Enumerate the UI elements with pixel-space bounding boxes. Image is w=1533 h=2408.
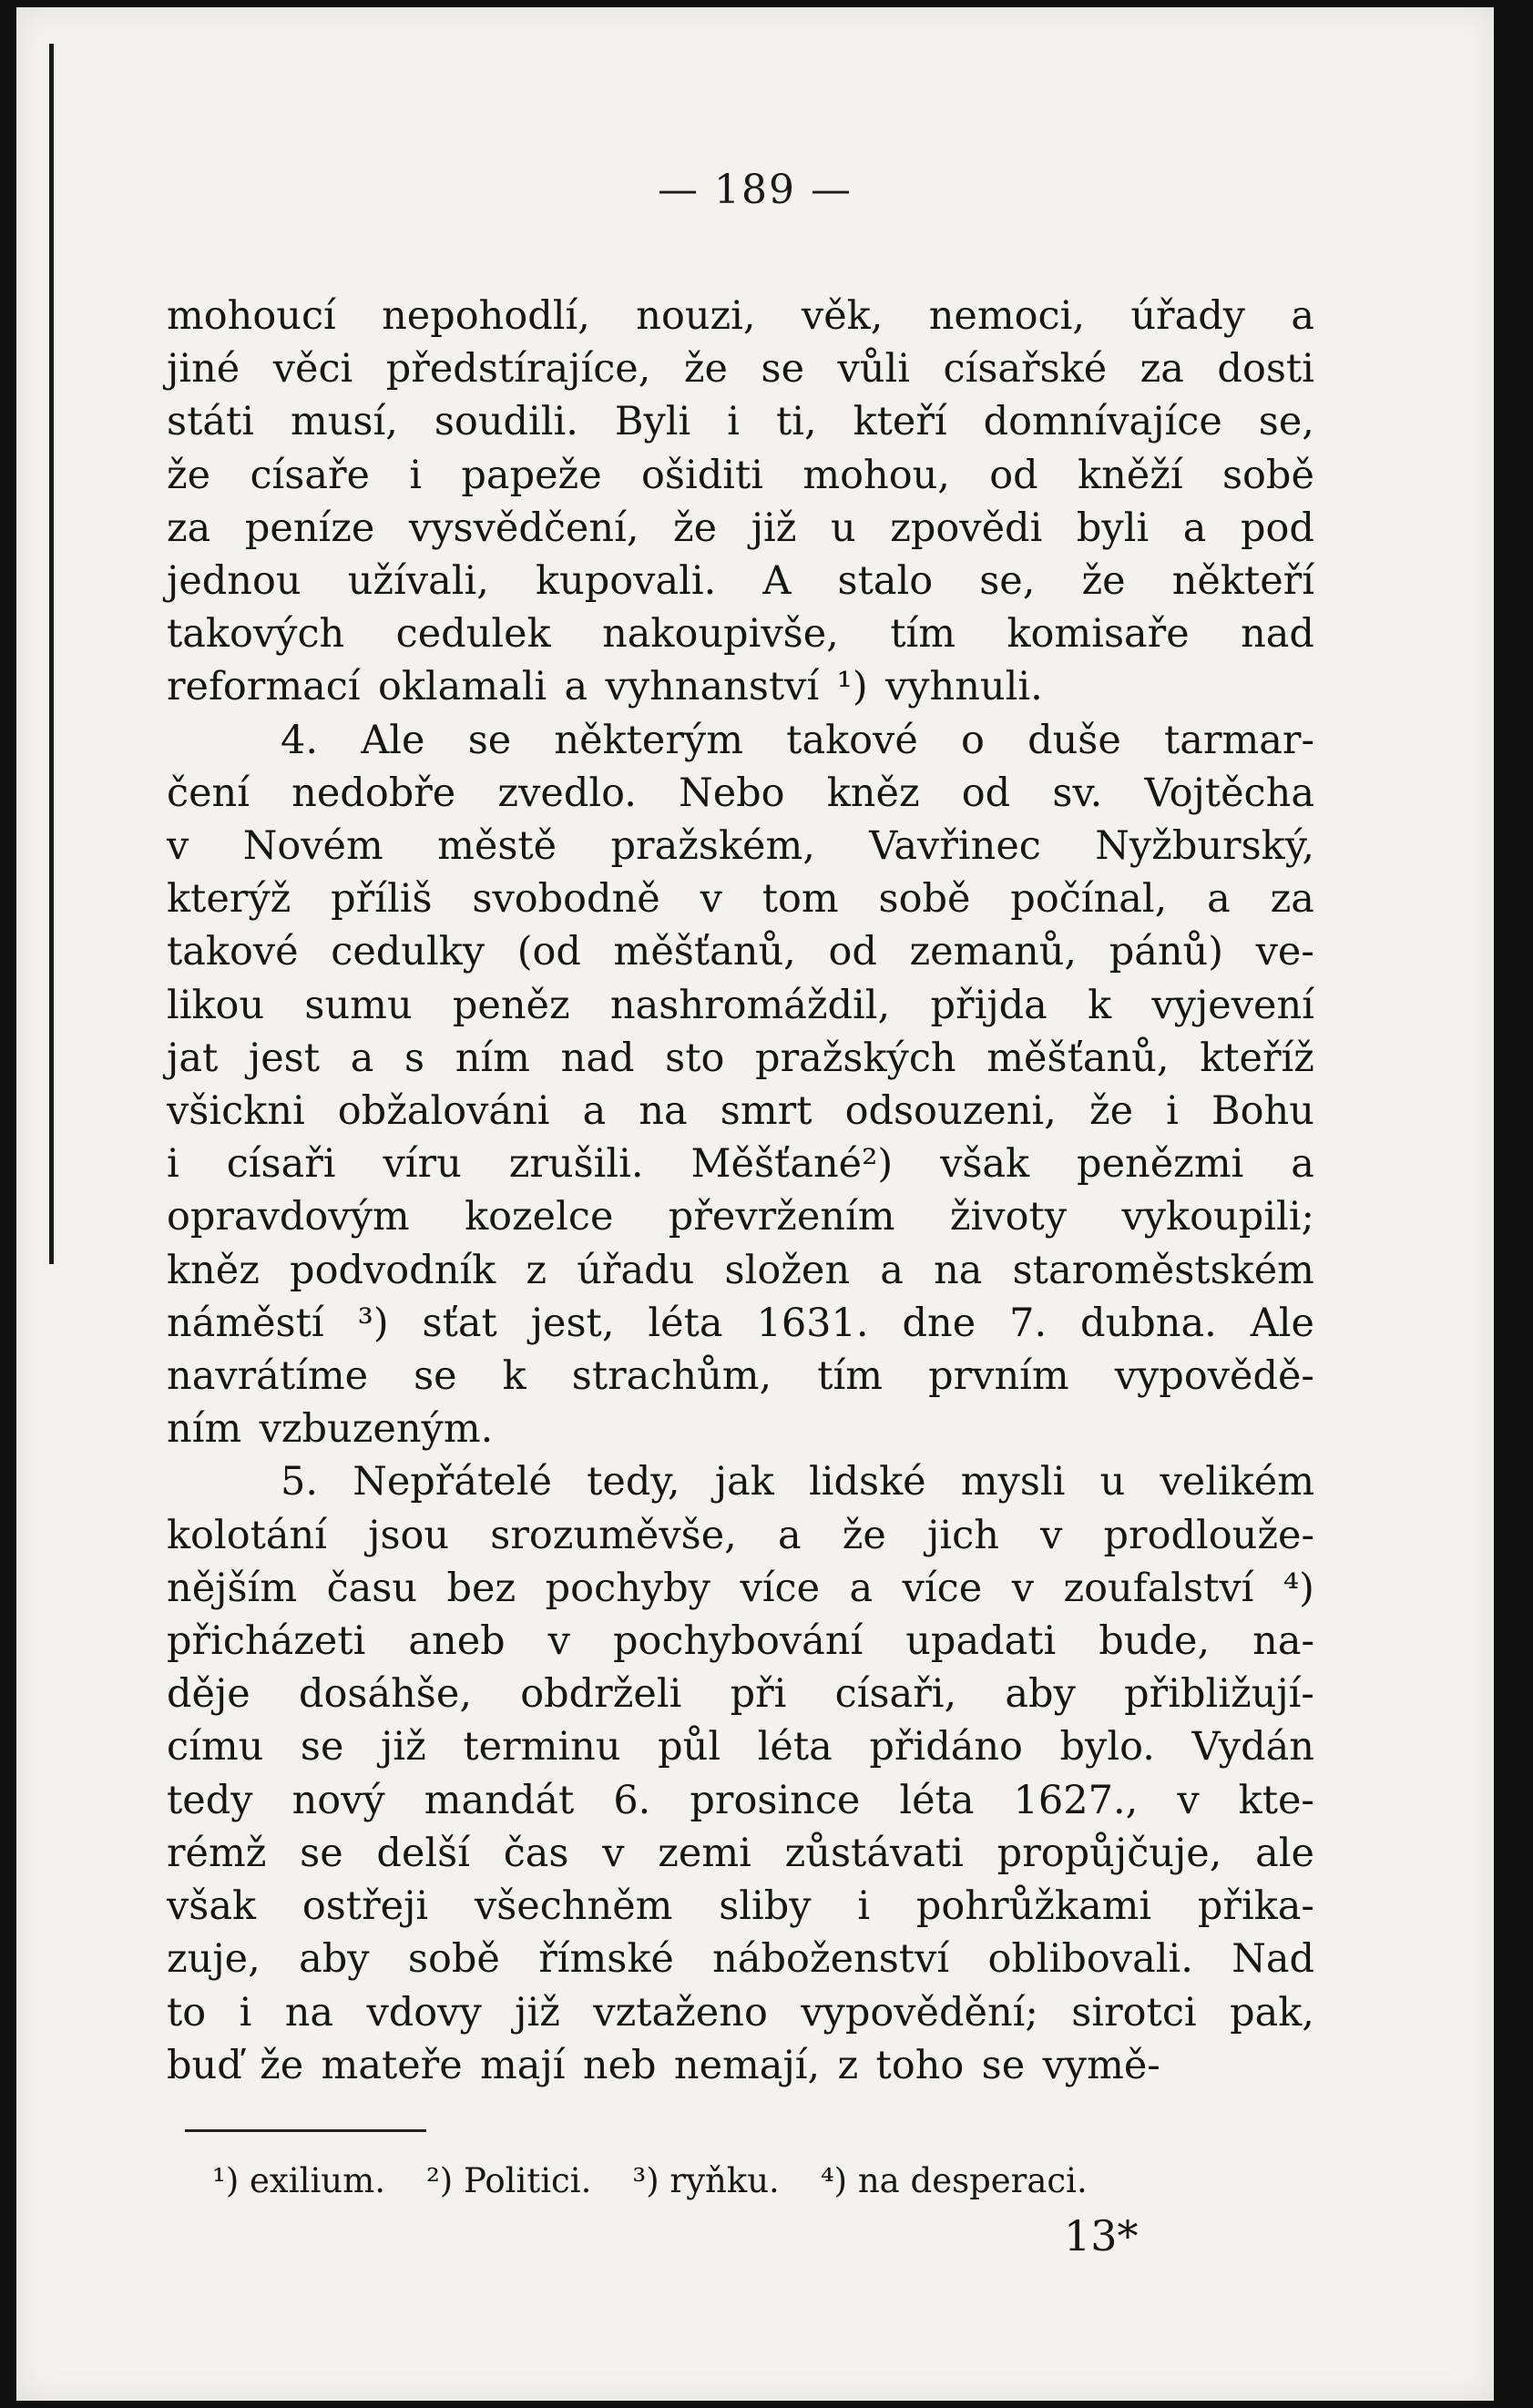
text-line: však ostřeji všechněm sliby i pohrůžkami přika- <box>167 1883 1314 1930</box>
text-line: čení nedobře zvedlo. Nebo kněz od sv. Vojtěcha <box>167 770 1314 816</box>
text-line: náměstí ³) sťat jest, léta 1631. dne 7. dubna. Ale <box>167 1300 1314 1346</box>
footnote-1: ¹) exilium. <box>212 2161 385 2200</box>
footnote-3: ³) ryňku. <box>632 2161 780 2200</box>
text-line: zuje, aby sobě římské náboženství oblibovali. Nad <box>167 1936 1314 1983</box>
text-line: děje dosáhše, obdrželi při císaři, aby přibližují- <box>167 1671 1314 1718</box>
text-line: nějším času bez pochyby více a více v zoufalství ⁴) <box>167 1565 1314 1611</box>
footnotes <box>212 2161 1232 2200</box>
text-line: kolotání jsou srozuměvše, a že jich v prodlouže- <box>167 1512 1314 1558</box>
text-line: reformací oklamali a vyhnanství ¹) vyhnuli. <box>167 664 1043 710</box>
text-line: likou sumu peněz nashromáždil, přijda k vyjevení <box>167 982 1314 1028</box>
footnote-divider <box>185 2129 426 2132</box>
text-line: kněz podvodník z úřadu složen a na staroměstském <box>167 1247 1314 1293</box>
binding-edge-rule <box>49 44 54 1264</box>
text-line: opravdovým kozelce převržením životy vykoupili; <box>167 1194 1314 1240</box>
text-line: jiné věci předstírajíce, že se vůli císařské za dosti <box>167 346 1314 393</box>
footnote-2: ²) Politici. <box>425 2161 592 2200</box>
text-line: přicházeti aneb v pochybování upadati bude, na- <box>167 1618 1314 1665</box>
text-line: i císaři víru zrušili. Měšťané²) však penězmi a <box>167 1141 1314 1188</box>
text-line: buď že mateře mají neb nemají, z toho se vymě- <box>167 2042 1160 2088</box>
text-line: rémž se delší čas v zemi zůstávati propůjčuje, ale <box>167 1830 1314 1876</box>
text-line: jat jest a s ním nad sto pražských měšťanů, kteříž <box>167 1035 1314 1081</box>
text-line: 4. Ale se některým takové o duše tarmar- <box>281 717 1314 763</box>
main-text <box>167 290 1314 2092</box>
text-line: všickni obžalováni a na smrt odsouzeni, že i Bohu <box>167 1088 1314 1135</box>
printer-signature: 13* <box>1064 2211 1139 2260</box>
text-line: za peníze vysvědčení, že již u zpovědi byli a pod <box>167 505 1314 551</box>
text-line: ním vzbuzeným. <box>167 1406 494 1453</box>
text-line: tedy nový mandát 6. prosince léta 1627., v kte- <box>167 1777 1314 1823</box>
text-line: navrátíme se k strachům, tím prvním vypovědě- <box>167 1353 1314 1400</box>
text-line: takové cedulky (od měšťanů, od zemanů, pánů) ve- <box>167 929 1314 975</box>
text-line: kterýž příliš svobodně v tom sobě počínal, a za <box>167 876 1314 923</box>
footnote-4: ⁴) na desperaci. <box>820 2161 1088 2200</box>
text-line: címu se již terminu půl léta přidáno bylo. Vydán <box>167 1724 1314 1770</box>
text-line: takových cedulek nakoupivše, tím komisaře nad <box>167 611 1314 658</box>
text-line: 5. Nepřátelé tedy, jak lidské mysli u velikém <box>281 1459 1314 1505</box>
text-line: jednou užívali, kupovali. A stalo se, že někteří <box>167 558 1314 605</box>
text-line: to i na vdovy již vztaženo vypovědění; sirotci pak, <box>167 1989 1314 2036</box>
page-number: — 189 — <box>658 167 853 213</box>
text-line: že císaře i papeže ošiditi mohou, od kněží sobě <box>167 452 1314 498</box>
text-line: v Novém městě pražském, Vavřinec Nyžburský, <box>167 823 1314 870</box>
book-page <box>16 7 1494 2401</box>
text-line: státi musí, soudili. Byli i ti, kteří domnívajíce se, <box>167 399 1314 445</box>
text-line: mohoucí nepohodlí, nouzi, věk, nemoci, úřady a <box>167 293 1314 339</box>
